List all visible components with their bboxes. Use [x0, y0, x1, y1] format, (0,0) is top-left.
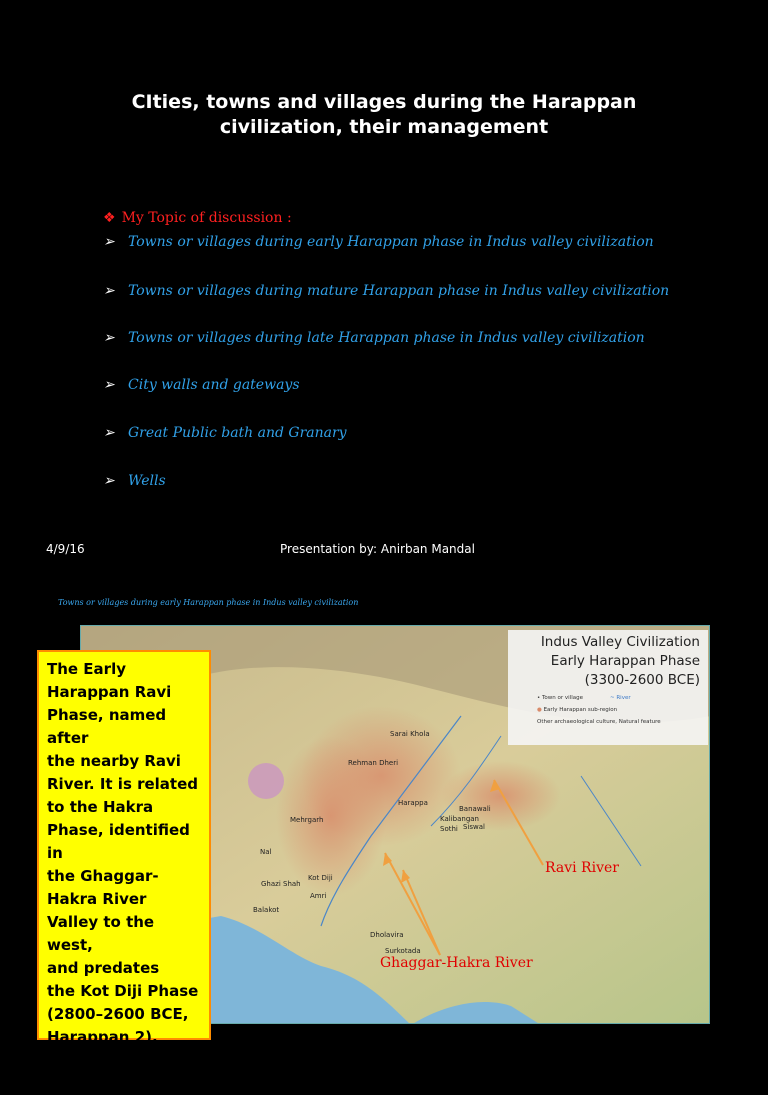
list-item-text: Wells [128, 473, 166, 489]
map-label: Banawali [459, 805, 491, 813]
textbox-line: (2800–2600 BCE, [47, 1005, 189, 1023]
description-textbox [37, 650, 211, 1092]
arrow-bullet-icon: ➢ [103, 377, 115, 393]
map-label: Ghazi Shah [261, 880, 301, 888]
textbox-line: and predates [47, 959, 160, 977]
arrow-bullet-icon: ➢ [103, 473, 115, 489]
slide-2-caption: Towns or villages during early Harappan phase in Indus valley civilization [58, 598, 359, 607]
map-label: Mehrgarh [290, 816, 324, 824]
legend-subregion-label: Early Harappan sub-region [543, 707, 618, 713]
textbox-line: Harappan Ravi [47, 683, 172, 701]
textbox-line: to the Hakra [47, 798, 154, 816]
legend-other-label: Other archaeological culture, Natural feature [537, 719, 661, 725]
list-item-text: Towns or villages during early Harappan phase in Indus valley civilization [128, 234, 654, 250]
legend-river-label: River [616, 695, 631, 701]
list-item-text: Towns or villages during mature Harappan phase in Indus valley civilization [128, 283, 670, 299]
map-label: Sothi [440, 825, 458, 833]
list-item-text: Towns or villages during late Harappan phase in Indus valley civilization [128, 330, 645, 346]
legend-town-label: Town or village [542, 695, 583, 701]
ravi-river-callout: Ravi River [545, 860, 619, 876]
map-title-line-3: (3300-2600 BCE) [584, 672, 700, 688]
textbox-line: River. It is related [47, 775, 199, 793]
arrow-bullet-icon: ➢ [103, 283, 115, 299]
textbox-line: the Kot Diji Phase [47, 982, 199, 1000]
ghaggar-arrow-1 [385, 853, 440, 955]
list-item-text: City walls and gateways [128, 377, 300, 393]
map-label: Rehman Dheri [348, 759, 399, 767]
arrow-bullet-icon: ➢ [103, 330, 115, 346]
textbox-line: in northern Sindh, [47, 1074, 202, 1092]
textbox-line: the Ghaggar- [47, 867, 159, 885]
map-title-line-2: Early Harappan Phase [550, 653, 700, 669]
map-label: Kot Diji [308, 874, 333, 882]
textbox-line: Valley to the west, [47, 913, 155, 954]
textbox-line: The Early [47, 660, 126, 678]
map-label: Surkotada [385, 947, 421, 955]
footer-date: 4/9/16 [46, 542, 85, 556]
title-line-2: civilization, their management [219, 116, 549, 138]
textbox-line: Hakra River [47, 890, 147, 908]
textbox-line: the nearby Ravi [47, 752, 181, 770]
textbox-line: Harappan 2), [47, 1028, 158, 1046]
textbox-line: Phase, identified in [47, 821, 190, 862]
title-line-1: CIties, towns and villages during the Harappan [131, 91, 637, 113]
list-item-text: Great Public bath and Granary [128, 425, 347, 441]
ravi-arrow [494, 780, 543, 865]
map-label: Siswal [463, 823, 485, 831]
ghaggar-hakra-callout: Ghaggar-Hakra River [380, 955, 533, 971]
map-label: Balakot [253, 906, 280, 914]
arrow-bullet-icon: ➢ [103, 425, 115, 441]
topic-label: My Topic of discussion : [121, 210, 292, 226]
map-label: Nal [260, 848, 272, 856]
legend-river: ~ River [610, 695, 631, 701]
map-label: Kalibangan [440, 815, 479, 823]
subregion-swatch-icon: ● [537, 707, 542, 713]
textbox-line: Phase, named after [47, 706, 167, 747]
map-label: Dholavira [370, 931, 404, 939]
footer-presenter: Presentation by: Anirban Mandal [280, 542, 475, 556]
arrow-bullet-icon: ➢ [103, 234, 115, 250]
ghaggar-arrow-2 [403, 870, 440, 955]
map-label: Harappa [398, 799, 428, 807]
map-label: Amri [310, 892, 327, 900]
map-label: Sarai Khola [390, 730, 430, 738]
diamond-bullet-icon: ❖ [103, 210, 116, 226]
textbox-line: named after a site [47, 1051, 203, 1069]
legend-town: • Town or village [537, 695, 583, 701]
map-title-line-1: Indus Valley Civilization [540, 634, 700, 650]
